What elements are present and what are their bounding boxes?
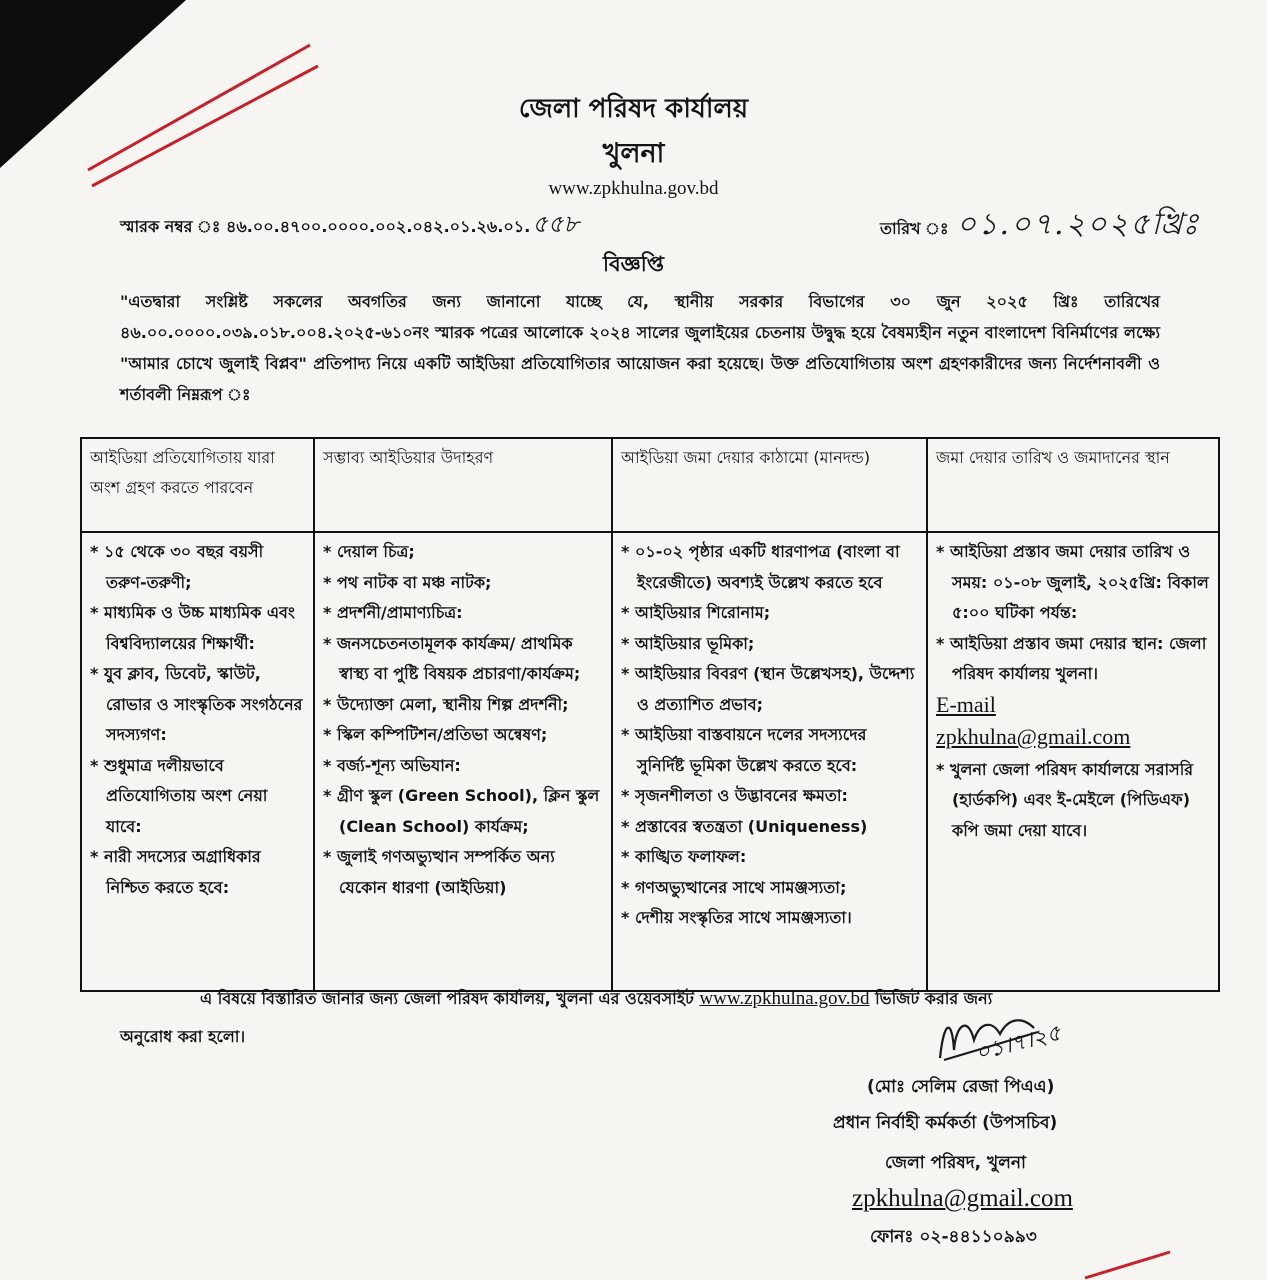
table-header-row [81, 438, 1219, 532]
list-item: * আইডিয়ার বিবরণ (স্থান উল্লেখসহ), উদ্দেশ্য ও প্রত্যাশিত প্রভাব; [621, 664, 915, 714]
conditions-table [80, 437, 1220, 992]
footer-line-2: অনুরোধ করা হলো। [120, 1027, 246, 1046]
footer-line-1 [200, 986, 992, 1013]
list-item: * আইডিয়া বাস্তবায়নে দলের সদস্যদের সুনির্দিষ্ট ভূমিকা উল্লেখ করতে হবে: [621, 725, 867, 775]
footer-text-post: ভিজিট করার জন্য [875, 989, 993, 1008]
list-item: * পথ নাটক বা মঞ্চ নাটক; [323, 572, 492, 592]
list-item: * গ্রীণ স্কুল (Green School), ক্লিন স্কুল (Clean School) কার্যক্রম; [323, 786, 600, 836]
list-item: * সৃজনশীলতা ও উদ্ভাবনের ক্ষমতা: [621, 786, 848, 805]
table-row [81, 532, 1219, 991]
signatory-phone: ফোনঃ ০২-৪৪১১০৯৯৩ [870, 1227, 1037, 1247]
list-item: * কাঙ্খিত ফলাফল: [621, 847, 747, 866]
header-examples: সম্ভাব্য আইডিয়ার উদাহরণ [314, 438, 612, 532]
header-submission: জমা দেয়ার তারিখ ও জমাদানের স্থান [927, 438, 1219, 532]
list-item: * আইডিয়া প্রস্তাব জমা দেয়ার স্থান: জেলা পরিষদ কার্যালয় খুলনা। [936, 633, 1207, 683]
eligible-cell [81, 532, 314, 991]
signature-date: ০১।৭।২৫ [973, 1020, 1064, 1067]
list-item: * খুলনা জেলা পরিষদ কার্যালয়ে সরাসরি (হার্ডকপি) এবং ই-মেইলে (পিডিএফ) কপি জমা দেয়া যাবে। [936, 759, 1194, 840]
list-item: * আইডিয়া প্রস্তাব জমা দেয়ার তারিখ ও সময়: ০১-০৮ জুলাই, ২০২৫খ্রি: বিকাল ৫:০০ ঘটিকা পর্যন্ত: [936, 542, 1209, 622]
list-item: * ১৫ থেকে ৩০ বছর বয়সী তরুণ-তরুণী; [90, 542, 264, 592]
structure-cell [612, 532, 927, 991]
list-item: * বর্জ্য-শূন্য অভিযান: [323, 755, 461, 775]
list-item: * জুলাই গণঅভ্যুত্থান সম্পর্কিত অন্য যেকোন ধারণা (আইডিয়া) [323, 847, 555, 897]
office-city: খুলনা [602, 138, 665, 169]
signatory-email[interactable]: zpkhulna@gmail.com [852, 1185, 1073, 1212]
memo-date [880, 200, 1200, 251]
email-label: E-mail [936, 691, 996, 717]
website-link[interactable]: www.zpkhulna.gov.bd [699, 988, 870, 1009]
list-item: * যুব ক্লাব, ডিবেট, স্কাউট, রোভার ও সাংস্কৃতিক সংগঠনের সদস্যগণ: [90, 664, 303, 744]
list-item: * গণঅভ্যুত্থানের সাথে সামঞ্জস্যতা; [621, 877, 847, 897]
list-item: * দেয়াল চিত্র; [323, 542, 415, 561]
notice-title: বিজ্ঞপ্তি [602, 252, 665, 276]
memo-label: স্মারক নম্বর ঃ ৪৬.০০.৪৭০০.০০০০.০০২.০৪২.০১.২৬.০১. [120, 217, 531, 236]
list-item: * প্রদর্শনী/প্রামাণ্যচিত্র: [323, 603, 463, 622]
list-item: * দেশীয় সংস্কৃতির সাথে সামঞ্জস্যতা। [621, 908, 852, 927]
header-eligible: আইডিয়া প্রতিযোগিতায় যারা অংশ গ্রহণ করতে পারবেন [81, 438, 314, 532]
footer-text-pre: এ বিষয়ে বিস্তারিত জানার জন্য জেলা পরিষদ কার্যালয়, খুলনা এর ওয়েবসাইট [200, 989, 694, 1008]
list-item: * শুধুমাত্র দলীয়ভাবে প্রতিযোগিতায় অংশ নেয়া যাবে: [90, 755, 268, 836]
submission-cell [927, 532, 1219, 991]
examples-cell [314, 532, 612, 991]
header-structure: আইডিয়া জমা দেয়ার কাঠামো (মানদন্ড) [612, 438, 927, 532]
list-item: * নারী সদস্যের অগ্রাধিকার নিশ্চিত করতে হবে: [90, 847, 261, 897]
email-link[interactable]: zpkhulna@gmail.com [936, 724, 1131, 749]
list-item: * ০১-০২ পৃষ্ঠার একটি ধারণাপত্র (বাংলা বা ইংরেজীতে) অবশ্যই উল্লেখ করতে হবে [621, 542, 900, 592]
office-name: জেলা পরিষদ কার্যালয় [518, 94, 749, 124]
list-item: * আইডিয়ার ভূমিকা; [621, 633, 755, 653]
notice-body: "এতদ্বারা সংশ্লিষ্ট সকলের অবগতির জন্য জানানো যাচ্ছে যে, স্থানীয় সরকার বিভাগের ৩০ জুন ২০২৫ খ্রিঃ তারিখের ৪৬.০০.০০০০.০৩৯.০১৮.০০৪.২০২৫-৬১০নং স্মারক পত্রের আলোকে ২০২৪ সালের জুলাইয়ের চেতনায় উদ্বুদ্ধ হয়ে বৈষম্যহীন নতুন বাংলাদেশ বিনির্মাণের লক্ষ্যে "আমার চোখে জুলাই বিপ্লব" প্রতিপাদ্য নিয়ে একটি আইডিয়া প্রতিযোগিতার আয়োজন করা হয়েছে। উক্ত প্রতিযোগিতায় অংশ গ্রহণকারীদের জন্য নির্দেশনাবলী ও শর্তাবলী নিম্নরূপ ঃ [120, 292, 1160, 404]
list-item: * উদ্যোক্তা মেলা, স্থানীয় শিল্প প্রদর্শনী; [323, 694, 569, 714]
memo-number [120, 206, 579, 246]
date-label: তারিখ ঃ [880, 219, 949, 238]
signatory-designation: প্রধান নির্বাহী কর্মকর্তা (উপসচিব) [833, 1113, 1058, 1133]
date-handwritten: ০১.০৭.২০২৫খ্রিঃ [956, 207, 1201, 242]
list-item: * মাধ্যমিক ও উচ্চ মাধ্যমিক এবং বিশ্ববিদ্যালয়ের শিক্ষার্থী: [90, 603, 295, 653]
list-item: * প্রস্তাবের স্বতন্ত্রতা (Uniqueness) [621, 816, 868, 836]
office-website: www.zpkhulna.gov.bd [548, 178, 719, 199]
list-item: * আইডিয়ার শিরোনাম; [621, 603, 771, 622]
signatory-office: জেলা পরিষদ, খুলনা [885, 1153, 1026, 1173]
list-item: * স্কিল কম্পিটিশন/প্রতিভা অন্বেষণ; [323, 725, 548, 744]
memo-handwritten-number: ৫৫৮ [532, 210, 580, 238]
signatory-name: (মোঃ সেলিম রেজা পিএএ) [867, 1077, 1055, 1097]
list-item: * জনসচেতনতামূলক কার্যক্রম/ প্রাথমিক স্বাস্থ্য বা পুষ্টি বিষয়ক প্রচারণা/কার্যক্রম; [323, 633, 581, 683]
